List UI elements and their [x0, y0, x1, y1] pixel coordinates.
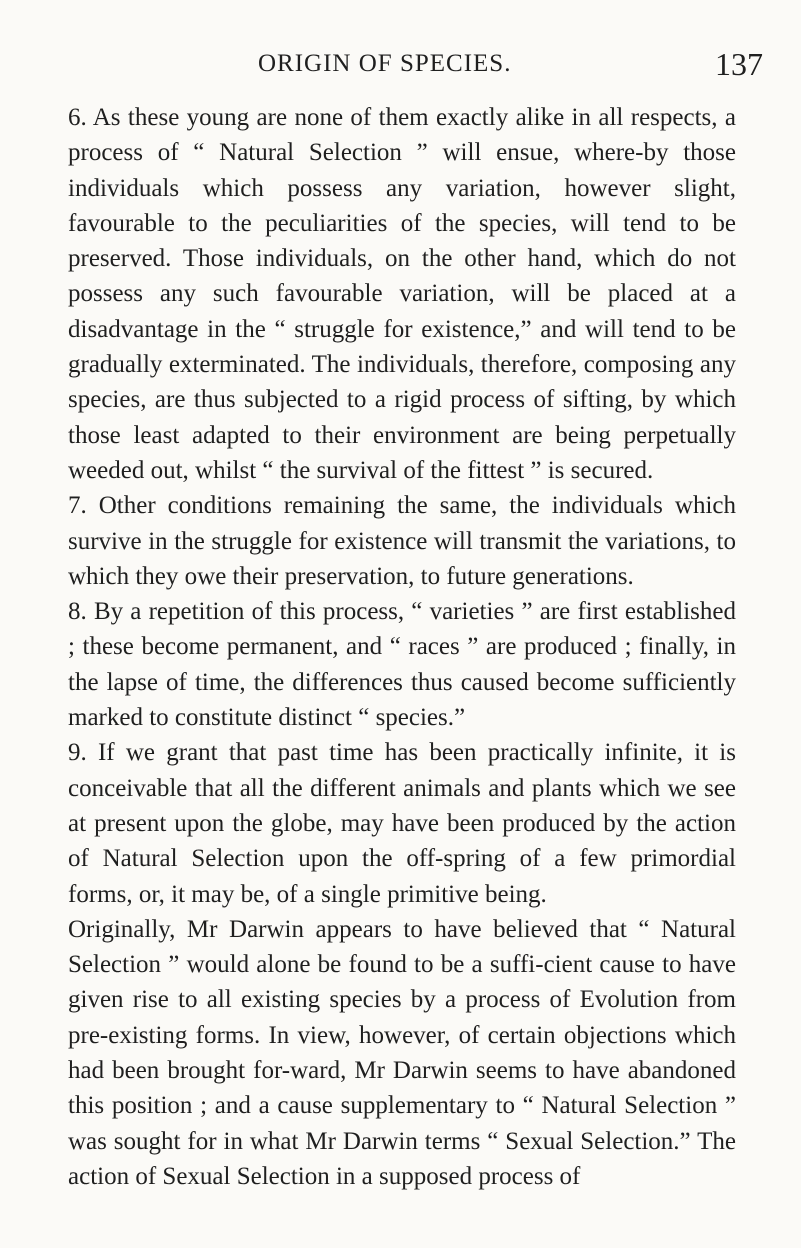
page-number: 137	[715, 46, 763, 82]
paragraph-8: 8. By a repetition of this process, “ varieties ” are first established ; these become permanent, and “ races ” are produced ; finally, in the lapse of time, the differences thus caused become sufficiently marked to constitute distinct “ species.”	[68, 598, 736, 732]
paragraph-originally: Originally, Mr Darwin appears to have believed that “ Natural Selection ” would alone be found to be a suffi-cient cause to have given rise to all existing species by a process of Evolution from pre-existing forms. In view, however, of certain objections which had been brought for-ward, Mr Darwin seems to have abandoned this position ; and a cause supplementary to “ Natural Selection ” was sought for in what Mr Darwin terms “ Sexual Selection.” The action of Sexual Selection in a supposed process of	[68, 915, 736, 1190]
body-text	[68, 100, 736, 1194]
paragraph-9: 9. If we grant that past time has been practically infinite, it is conceivable that all the different animals and plants which we see at present upon the globe, may have been produced by the action of Natural Selection upon the off-spring of a few primordial forms, or, it may be, of a single primitive being.	[68, 739, 736, 908]
paragraph-7: 7. Other conditions remaining the same, the individuals which survive in the struggle for existence will transmit the variations, to which they owe their preservation, to future generations.	[68, 492, 736, 590]
paragraph-6: 6. As these young are none of them exactly alike in all respects, a process of “ Natural Selection ” will ensue, where-by those individuals which possess any variation, however slight, favourable to the peculiarities of the species, will tend to be preserved. Those individuals, on the other hand, which do not possess any such favourable variation, will be placed at a disadvantage in the “ struggle for existence,” and will tend to be gradually exterminated. The individuals, therefore, composing any species, are thus subjected to a rigid process of sifting, by which those least adapted to their environment are being perpetually weeded out, whilst “ the survival of the fittest ” is secured.	[68, 104, 736, 484]
running-title: ORIGIN OF SPECIES.	[258, 50, 512, 77]
